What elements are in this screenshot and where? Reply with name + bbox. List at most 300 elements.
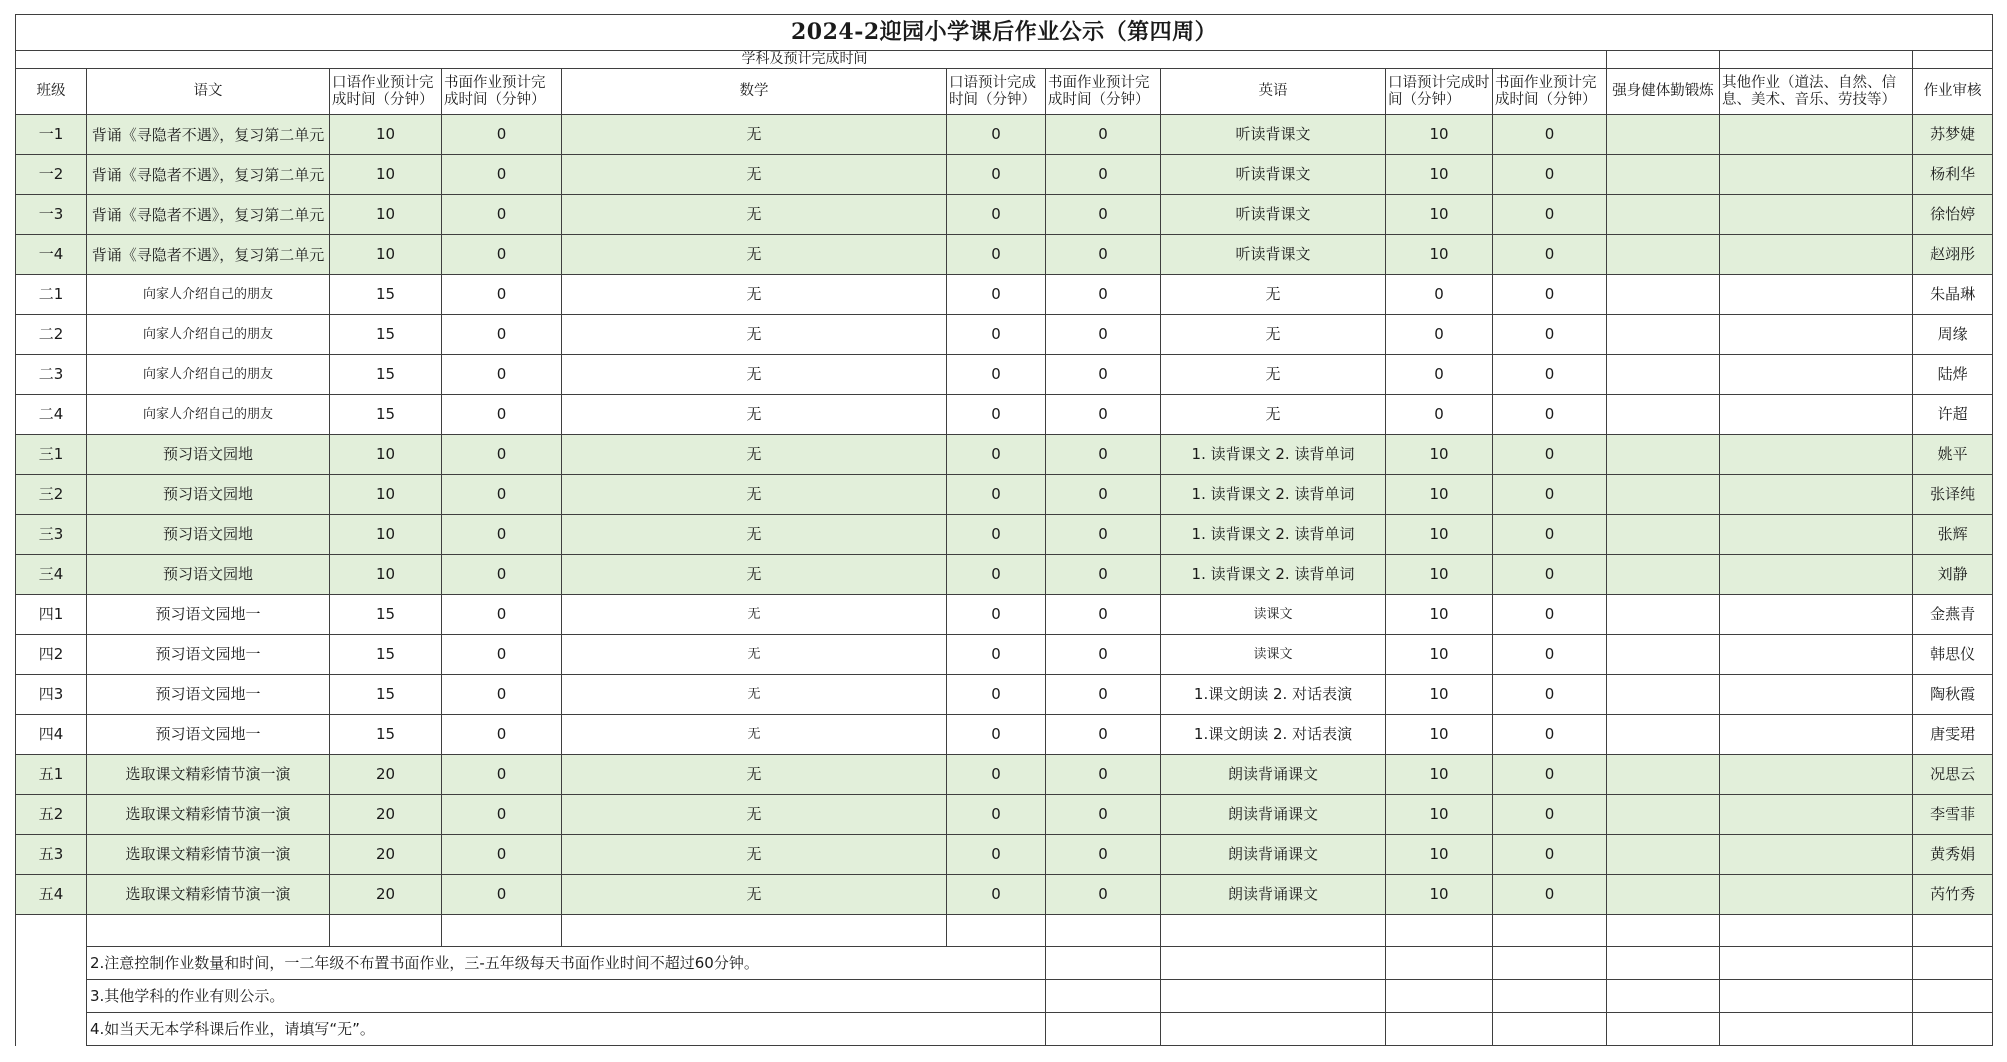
- cell-written-chinese: 0: [442, 395, 562, 435]
- empty-cell: [1607, 947, 1720, 980]
- cell-math: 无: [562, 875, 947, 915]
- cell-fitness: [1607, 195, 1720, 235]
- cell-other: [1720, 355, 1913, 395]
- table-row: [16, 635, 1993, 675]
- cell-review: 芮竹秀: [1913, 875, 1993, 915]
- cell-review: 赵翊彤: [1913, 235, 1993, 275]
- cell-class: 三4: [16, 555, 87, 595]
- sheet-title: 2024-2迎园小学课后作业公示（第四周）: [16, 15, 1993, 51]
- empty-cell: [1161, 915, 1386, 947]
- cell-review: 周缘: [1913, 315, 1993, 355]
- cell-math: 无: [562, 795, 947, 835]
- cell-oral-english: 10: [1386, 155, 1493, 195]
- table-row: [16, 315, 1993, 355]
- cell-fitness: [1607, 595, 1720, 635]
- cell-class: 二2: [16, 315, 87, 355]
- cell-english: 朗读背诵课文: [1161, 795, 1386, 835]
- cell-class: 一2: [16, 155, 87, 195]
- cell-chinese: 预习语文园地一: [87, 635, 330, 675]
- cell-oral-chinese: 20: [330, 795, 442, 835]
- cell-written-chinese: 0: [442, 355, 562, 395]
- empty-cell: [1913, 980, 1993, 1013]
- sub-cell-empty: [1607, 51, 1720, 69]
- cell-review: 许超: [1913, 395, 1993, 435]
- header-written-chinese: 书面作业预计完成时间（分钟）: [442, 69, 562, 115]
- sub-cell-empty: [1913, 51, 1993, 69]
- cell-oral-chinese: 15: [330, 595, 442, 635]
- cell-written-english: 0: [1493, 475, 1607, 515]
- cell-math: 无: [562, 555, 947, 595]
- sub-cell-empty: [16, 51, 87, 69]
- cell-other: [1720, 515, 1913, 555]
- table-row: [16, 515, 1993, 555]
- cell-oral-math: 0: [947, 755, 1046, 795]
- cell-written-english: 0: [1493, 875, 1607, 915]
- cell-english: 无: [1161, 355, 1386, 395]
- cell-chinese: 预习语文园地: [87, 475, 330, 515]
- cell-english: 朗读背诵课文: [1161, 755, 1386, 795]
- table-row: [16, 115, 1993, 155]
- cell-fitness: [1607, 395, 1720, 435]
- empty-cell: [1386, 1013, 1493, 1046]
- cell-oral-english: 0: [1386, 275, 1493, 315]
- cell-math: 无: [562, 195, 947, 235]
- empty-cell: [947, 915, 1046, 947]
- cell-oral-math: 0: [947, 195, 1046, 235]
- note-row: [16, 947, 1993, 980]
- cell-written-english: 0: [1493, 275, 1607, 315]
- cell-math: 无: [562, 355, 947, 395]
- cell-written-math: 0: [1046, 435, 1161, 475]
- cell-oral-math: 0: [947, 315, 1046, 355]
- cell-written-english: 0: [1493, 835, 1607, 875]
- cell-english: 无: [1161, 395, 1386, 435]
- cell-oral-chinese: 10: [330, 475, 442, 515]
- cell-written-math: 0: [1046, 835, 1161, 875]
- cell-oral-chinese: 10: [330, 115, 442, 155]
- cell-written-math: 0: [1046, 555, 1161, 595]
- cell-written-math: 0: [1046, 515, 1161, 555]
- cell-class: 一3: [16, 195, 87, 235]
- subtitle-text: 学科及预计完成时间: [741, 51, 868, 67]
- cell-written-chinese: 0: [442, 835, 562, 875]
- cell-other: [1720, 675, 1913, 715]
- cell-written-chinese: 0: [442, 875, 562, 915]
- header-other: 其他作业（道法、自然、信息、美术、音乐、劳技等）: [1720, 69, 1913, 115]
- header-oral-english: 口语预计完成时间（分钟）: [1386, 69, 1493, 115]
- empty-cell: [87, 915, 330, 947]
- empty-cell: [330, 915, 442, 947]
- cell-other: [1720, 435, 1913, 475]
- cell-other: [1720, 395, 1913, 435]
- cell-written-math: 0: [1046, 755, 1161, 795]
- cell-math: 无: [562, 635, 947, 675]
- cell-written-english: 0: [1493, 715, 1607, 755]
- cell-written-math: 0: [1046, 675, 1161, 715]
- cell-other: [1720, 795, 1913, 835]
- cell-written-chinese: 0: [442, 275, 562, 315]
- cell-english: 朗读背诵课文: [1161, 875, 1386, 915]
- cell-review: 张译纯: [1913, 475, 1993, 515]
- header-class: 班级: [16, 69, 87, 115]
- cell-class: 四4: [16, 715, 87, 755]
- cell-written-english: 0: [1493, 115, 1607, 155]
- cell-oral-math: 0: [947, 835, 1046, 875]
- cell-review: 李雪菲: [1913, 795, 1993, 835]
- cell-review: 苏梦婕: [1913, 115, 1993, 155]
- empty-cell: [1607, 915, 1720, 947]
- cell-oral-english: 10: [1386, 875, 1493, 915]
- cell-math: 无: [562, 395, 947, 435]
- cell-oral-chinese: 10: [330, 235, 442, 275]
- cell-chinese: 向家人介绍自己的朋友: [87, 355, 330, 395]
- cell-chinese: 向家人介绍自己的朋友: [87, 395, 330, 435]
- cell-written-math: 0: [1046, 275, 1161, 315]
- cell-oral-chinese: 15: [330, 715, 442, 755]
- empty-cell: [1913, 915, 1993, 947]
- cell-class: 二4: [16, 395, 87, 435]
- cell-oral-chinese: 10: [330, 515, 442, 555]
- empty-cell: [1161, 980, 1386, 1013]
- cell-class: 五2: [16, 795, 87, 835]
- cell-other: [1720, 115, 1913, 155]
- table-row: [16, 835, 1993, 875]
- cell-chinese: 背诵《寻隐者不遇》，复习第二单元: [87, 235, 330, 275]
- cell-other: [1720, 315, 1913, 355]
- empty-cell: [1607, 1013, 1720, 1046]
- empty-cell: [1386, 947, 1493, 980]
- cell-written-math: 0: [1046, 595, 1161, 635]
- cell-other: [1720, 715, 1913, 755]
- header-review: 作业审核: [1913, 69, 1993, 115]
- table-row: [16, 395, 1993, 435]
- cell-written-english: 0: [1493, 755, 1607, 795]
- cell-written-math: 0: [1046, 235, 1161, 275]
- empty-cell: [1720, 947, 1913, 980]
- cell-written-english: 0: [1493, 155, 1607, 195]
- cell-written-chinese: 0: [442, 715, 562, 755]
- empty-cell: [1386, 980, 1493, 1013]
- cell-other: [1720, 555, 1913, 595]
- cell-oral-chinese: 15: [330, 315, 442, 355]
- cell-fitness: [1607, 675, 1720, 715]
- cell-written-chinese: 0: [442, 595, 562, 635]
- cell-review: 徐怡婷: [1913, 195, 1993, 235]
- cell-math: 无: [562, 155, 947, 195]
- cell-chinese: 预习语文园地: [87, 515, 330, 555]
- cell-fitness: [1607, 555, 1720, 595]
- cell-oral-math: 0: [947, 355, 1046, 395]
- empty-cell: [442, 915, 562, 947]
- cell-chinese: 选取课文精彩情节演一演: [87, 795, 330, 835]
- table-row: [16, 195, 1993, 235]
- cell-written-math: 0: [1046, 355, 1161, 395]
- cell-other: [1720, 755, 1913, 795]
- cell-oral-chinese: 15: [330, 275, 442, 315]
- cell-oral-chinese: 10: [330, 155, 442, 195]
- cell-oral-math: 0: [947, 595, 1046, 635]
- cell-other: [1720, 835, 1913, 875]
- sub-cell-empty: [1720, 51, 1913, 69]
- cell-written-english: 0: [1493, 675, 1607, 715]
- cell-written-english: 0: [1493, 555, 1607, 595]
- cell-oral-math: 0: [947, 515, 1046, 555]
- cell-oral-math: 0: [947, 635, 1046, 675]
- table-row: [16, 755, 1993, 795]
- table-row: [16, 795, 1993, 835]
- cell-oral-chinese: 15: [330, 355, 442, 395]
- note-row: [16, 980, 1993, 1013]
- cell-fitness: [1607, 275, 1720, 315]
- cell-review: 张辉: [1913, 515, 1993, 555]
- cell-english: 无: [1161, 315, 1386, 355]
- table-row: [16, 355, 1993, 395]
- cell-chinese: 向家人介绍自己的朋友: [87, 315, 330, 355]
- cell-review: 陆烨: [1913, 355, 1993, 395]
- cell-written-english: 0: [1493, 355, 1607, 395]
- cell-written-english: 0: [1493, 795, 1607, 835]
- cell-oral-english: 10: [1386, 115, 1493, 155]
- cell-class: 四2: [16, 635, 87, 675]
- cell-english: 读课文: [1161, 635, 1386, 675]
- note-text: 3.其他学科的作业有则公示。: [87, 980, 1046, 1013]
- cell-oral-chinese: 10: [330, 555, 442, 595]
- table-row: [16, 475, 1993, 515]
- cell-math: 无: [562, 675, 947, 715]
- header-written-english: 书面作业预计完成时间（分钟）: [1493, 69, 1607, 115]
- empty-cell: [1720, 980, 1913, 1013]
- cell-chinese: 选取课文精彩情节演一演: [87, 755, 330, 795]
- subject-time-caption: [87, 51, 1607, 69]
- cell-english: 1. 读背课文 2. 读背单词: [1161, 475, 1386, 515]
- empty-cell: [1913, 1013, 1993, 1046]
- cell-oral-math: 0: [947, 155, 1046, 195]
- cell-math: 无: [562, 115, 947, 155]
- cell-written-english: 0: [1493, 195, 1607, 235]
- cell-oral-english: 10: [1386, 755, 1493, 795]
- cell-fitness: [1607, 235, 1720, 275]
- empty-cell: [16, 915, 87, 1046]
- cell-oral-math: 0: [947, 435, 1046, 475]
- cell-english: 1. 读背课文 2. 读背单词: [1161, 515, 1386, 555]
- cell-written-math: 0: [1046, 875, 1161, 915]
- cell-written-chinese: 0: [442, 195, 562, 235]
- cell-review: 韩思仪: [1913, 635, 1993, 675]
- cell-review: 陶秋霞: [1913, 675, 1993, 715]
- cell-class: 四1: [16, 595, 87, 635]
- cell-oral-math: 0: [947, 275, 1046, 315]
- cell-fitness: [1607, 795, 1720, 835]
- cell-oral-english: 0: [1386, 355, 1493, 395]
- note-text: 4.如当天无本学科课后作业，请填写“无”。: [87, 1013, 1046, 1046]
- cell-chinese: 预习语文园地一: [87, 675, 330, 715]
- cell-english: 朗读背诵课文: [1161, 835, 1386, 875]
- cell-oral-english: 10: [1386, 435, 1493, 475]
- cell-class: 五3: [16, 835, 87, 875]
- cell-oral-math: 0: [947, 555, 1046, 595]
- cell-other: [1720, 875, 1913, 915]
- cell-written-chinese: 0: [442, 755, 562, 795]
- cell-oral-english: 10: [1386, 515, 1493, 555]
- cell-written-math: 0: [1046, 315, 1161, 355]
- cell-written-chinese: 0: [442, 795, 562, 835]
- cell-review: 刘静: [1913, 555, 1993, 595]
- cell-other: [1720, 235, 1913, 275]
- empty-cell: [1046, 1013, 1161, 1046]
- cell-written-math: 0: [1046, 195, 1161, 235]
- empty-cell: [562, 915, 947, 947]
- cell-fitness: [1607, 155, 1720, 195]
- table-row: [16, 435, 1993, 475]
- cell-oral-english: 10: [1386, 795, 1493, 835]
- table-row: [16, 275, 1993, 315]
- cell-written-english: 0: [1493, 235, 1607, 275]
- cell-chinese: 预习语文园地: [87, 555, 330, 595]
- cell-review: 金燕青: [1913, 595, 1993, 635]
- cell-written-math: 0: [1046, 715, 1161, 755]
- table-row: [16, 595, 1993, 635]
- cell-oral-chinese: 15: [330, 635, 442, 675]
- cell-written-english: 0: [1493, 395, 1607, 435]
- cell-oral-math: 0: [947, 475, 1046, 515]
- cell-math: 无: [562, 755, 947, 795]
- cell-written-english: 0: [1493, 515, 1607, 555]
- cell-written-chinese: 0: [442, 635, 562, 675]
- cell-fitness: [1607, 715, 1720, 755]
- header-fitness: 强身健体勤锻炼: [1607, 69, 1720, 115]
- cell-math: 无: [562, 235, 947, 275]
- header-oral-math: 口语预计完成时间（分钟）: [947, 69, 1046, 115]
- cell-english: 1. 读背课文 2. 读背单词: [1161, 555, 1386, 595]
- cell-written-chinese: 0: [442, 115, 562, 155]
- cell-class: 四3: [16, 675, 87, 715]
- cell-fitness: [1607, 115, 1720, 155]
- cell-oral-math: 0: [947, 715, 1046, 755]
- cell-other: [1720, 635, 1913, 675]
- cell-math: 无: [562, 835, 947, 875]
- cell-math: 无: [562, 715, 947, 755]
- cell-written-english: 0: [1493, 315, 1607, 355]
- cell-written-math: 0: [1046, 395, 1161, 435]
- empty-cell: [1046, 980, 1161, 1013]
- cell-chinese: 向家人介绍自己的朋友: [87, 275, 330, 315]
- cell-english: 读课文: [1161, 595, 1386, 635]
- homework-table: [15, 14, 1993, 1046]
- cell-written-chinese: 0: [442, 235, 562, 275]
- table-row: [16, 235, 1993, 275]
- cell-oral-english: 10: [1386, 675, 1493, 715]
- empty-cell: [1493, 980, 1607, 1013]
- cell-oral-english: 0: [1386, 315, 1493, 355]
- cell-other: [1720, 155, 1913, 195]
- cell-fitness: [1607, 515, 1720, 555]
- cell-written-english: 0: [1493, 435, 1607, 475]
- table-row: [16, 875, 1993, 915]
- empty-cell: [1493, 1013, 1607, 1046]
- cell-review: 黄秀娟: [1913, 835, 1993, 875]
- cell-other: [1720, 595, 1913, 635]
- cell-oral-chinese: 10: [330, 435, 442, 475]
- cell-written-chinese: 0: [442, 475, 562, 515]
- cell-written-math: 0: [1046, 155, 1161, 195]
- header-oral-chinese: 口语作业预计完成时间（分钟）: [330, 69, 442, 115]
- cell-oral-chinese: 10: [330, 195, 442, 235]
- cell-oral-chinese: 20: [330, 755, 442, 795]
- homework-sheet: [15, 14, 1993, 1046]
- cell-oral-english: 10: [1386, 835, 1493, 875]
- empty-cell: [1046, 947, 1161, 980]
- empty-cell: [1493, 947, 1607, 980]
- table-row: [16, 555, 1993, 595]
- cell-class: 三3: [16, 515, 87, 555]
- cell-written-math: 0: [1046, 475, 1161, 515]
- cell-oral-chinese: 20: [330, 875, 442, 915]
- cell-written-chinese: 0: [442, 315, 562, 355]
- cell-chinese: 选取课文精彩情节演一演: [87, 875, 330, 915]
- cell-english: 听读背课文: [1161, 155, 1386, 195]
- cell-oral-math: 0: [947, 115, 1046, 155]
- cell-oral-english: 10: [1386, 555, 1493, 595]
- cell-oral-english: 10: [1386, 475, 1493, 515]
- cell-math: 无: [562, 595, 947, 635]
- cell-oral-math: 0: [947, 875, 1046, 915]
- cell-fitness: [1607, 355, 1720, 395]
- header-written-math: 书面作业预计完成时间（分钟）: [1046, 69, 1161, 115]
- cell-review: 朱晶琳: [1913, 275, 1993, 315]
- table-row: [16, 675, 1993, 715]
- cell-class: 一4: [16, 235, 87, 275]
- header-chinese: 语文: [87, 69, 330, 115]
- cell-oral-math: 0: [947, 795, 1046, 835]
- cell-math: 无: [562, 475, 947, 515]
- cell-english: 1. 读背课文 2. 读背单词: [1161, 435, 1386, 475]
- cell-english: 听读背课文: [1161, 195, 1386, 235]
- cell-chinese: 背诵《寻隐者不遇》，复习第二单元: [87, 195, 330, 235]
- cell-class: 三1: [16, 435, 87, 475]
- cell-review: 杨利华: [1913, 155, 1993, 195]
- header-english: 英语: [1161, 69, 1386, 115]
- cell-class: 五4: [16, 875, 87, 915]
- cell-oral-math: 0: [947, 395, 1046, 435]
- cell-written-chinese: 0: [442, 555, 562, 595]
- cell-class: 二3: [16, 355, 87, 395]
- cell-chinese: 背诵《寻隐者不遇》，复习第二单元: [87, 155, 330, 195]
- cell-fitness: [1607, 835, 1720, 875]
- empty-cell: [1161, 1013, 1386, 1046]
- cell-math: 无: [562, 275, 947, 315]
- table-row: [16, 155, 1993, 195]
- cell-english: 无: [1161, 275, 1386, 315]
- header-row: [16, 69, 1993, 115]
- cell-class: 二1: [16, 275, 87, 315]
- empty-cell: [1607, 980, 1720, 1013]
- cell-oral-math: 0: [947, 675, 1046, 715]
- empty-cell: [1720, 1013, 1913, 1046]
- empty-cell: [1720, 915, 1913, 947]
- cell-written-chinese: 0: [442, 435, 562, 475]
- empty-cell: [1046, 915, 1161, 947]
- cell-written-english: 0: [1493, 595, 1607, 635]
- empty-cell: [1493, 915, 1607, 947]
- cell-written-math: 0: [1046, 795, 1161, 835]
- cell-math: 无: [562, 435, 947, 475]
- cell-oral-chinese: 15: [330, 395, 442, 435]
- cell-written-math: 0: [1046, 115, 1161, 155]
- cell-fitness: [1607, 475, 1720, 515]
- header-math: 数学: [562, 69, 947, 115]
- cell-fitness: [1607, 435, 1720, 475]
- cell-chinese: 预习语文园地一: [87, 595, 330, 635]
